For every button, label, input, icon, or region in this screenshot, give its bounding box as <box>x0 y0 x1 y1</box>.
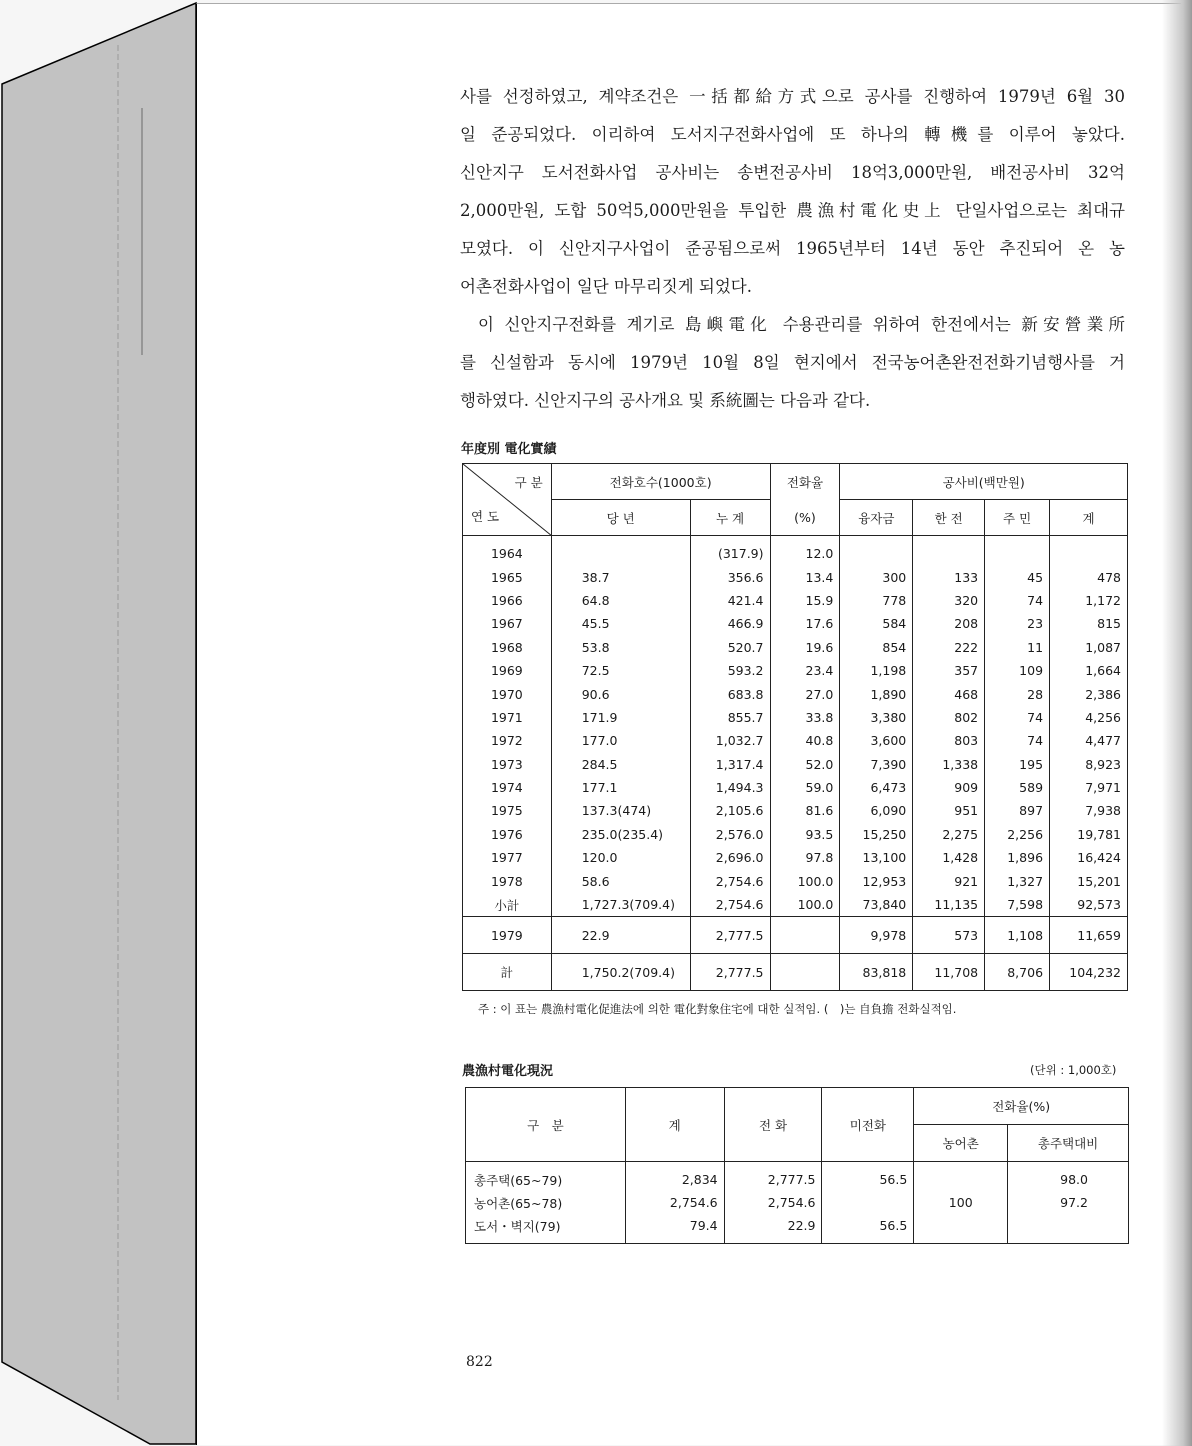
paragraph-line: 행하였다. 신안지구의 공사개요 및 系統圖는 다음과 같다. <box>460 391 871 410</box>
table-cell: 1,198 <box>840 659 913 682</box>
book-spine <box>0 0 200 1446</box>
table-cell: 22.9 <box>724 1214 822 1244</box>
table-cell: 3,600 <box>840 729 913 752</box>
table-cell: 909 <box>913 776 985 799</box>
table-cell <box>913 536 985 566</box>
table-cell <box>551 536 690 566</box>
table-cell: 100.0 <box>770 893 840 917</box>
header-not-electrified: 미전화 <box>822 1088 914 1162</box>
table-cell: 농어촌(65~78) <box>466 1191 626 1214</box>
paragraph-line: 사를 선정하였고, 계약조건은 一括都給方式으로 공사를 진행하여 1979년 6월 30 <box>460 87 1125 106</box>
table-row <box>463 565 1128 588</box>
table-cell: 15,250 <box>840 823 913 846</box>
table-cell: (317.9) <box>690 536 770 566</box>
table-cell: 921 <box>913 869 985 892</box>
table-cell: 11,708 <box>913 954 985 991</box>
table-row <box>463 589 1128 612</box>
table-cell: 1,890 <box>840 682 913 705</box>
table-cell <box>770 954 840 991</box>
table-cell: 1973 <box>463 753 552 776</box>
table-cell: 1,172 <box>1050 589 1128 612</box>
table-cell: 1967 <box>463 612 552 635</box>
table-cell: 7,598 <box>985 893 1050 917</box>
table-cell <box>985 536 1050 566</box>
table-cell: 72.5 <box>551 659 690 682</box>
paragraph-line: 이 신안지구전화를 계기로 島嶼電化 수용관리를 위하여 한전에서는 新安營業所 <box>478 315 1125 334</box>
table-cell: 8,923 <box>1050 753 1128 776</box>
table-cell: 573 <box>913 917 985 954</box>
table-cell: 284.5 <box>551 753 690 776</box>
paragraph-line: 모였다. 이 신안지구사업이 준공됨으로써 1965년부터 14년 동안 추진되어 온 농 <box>460 239 1125 258</box>
table-cell: 802 <box>913 706 985 729</box>
table-cell: 19,781 <box>1050 823 1128 846</box>
table-cell <box>914 1162 1008 1192</box>
table-cell: 2,696.0 <box>690 846 770 869</box>
table-cell: 357 <box>913 659 985 682</box>
table-cell: 195 <box>985 753 1050 776</box>
table-cell: 計 <box>463 954 552 991</box>
table-row <box>463 682 1128 705</box>
table-row <box>463 612 1128 635</box>
header-this-year: 당 년 <box>551 500 690 536</box>
table-cell: 468 <box>913 682 985 705</box>
table-cell: 803 <box>913 729 985 752</box>
table-cell: 53.8 <box>551 636 690 659</box>
table-cell: 28 <box>985 682 1050 705</box>
table-cell: 2,754.6 <box>625 1191 724 1214</box>
table-cell: 1974 <box>463 776 552 799</box>
table-cell <box>914 1214 1008 1244</box>
table-cell: 58.6 <box>551 869 690 892</box>
table-cell: 520.7 <box>690 636 770 659</box>
table-cell: 1,108 <box>985 917 1050 954</box>
table-cell: 7,390 <box>840 753 913 776</box>
page-edge-shadow <box>1162 0 1192 1446</box>
table-cell: 6,473 <box>840 776 913 799</box>
table-row <box>463 846 1128 869</box>
table-cell: 52.0 <box>770 753 840 776</box>
header-rate-unit: (%) <box>770 500 840 536</box>
table-cell: 97.8 <box>770 846 840 869</box>
header-total: 계 <box>625 1088 724 1162</box>
table-cell: 81.6 <box>770 799 840 822</box>
table-cell: 45.5 <box>551 612 690 635</box>
paragraph-line: 2,000만원, 도합 50억5,000만원을 투입한 農漁村電化史上 단일사업으로는 최대규 <box>460 201 1125 220</box>
table-cell: 1,032.7 <box>690 729 770 752</box>
table-cell: 9,978 <box>840 917 913 954</box>
table2-unit: (단위 : 1,000호) <box>1030 1063 1117 1077</box>
table-cell: 1,727.3(709.4) <box>551 893 690 917</box>
table-cell: 79.4 <box>625 1214 724 1244</box>
table-cell: 1966 <box>463 589 552 612</box>
table-cell: 2,834 <box>625 1162 724 1192</box>
table-cell <box>1008 1214 1129 1244</box>
table-cell: 1965 <box>463 565 552 588</box>
table-cell: 1976 <box>463 823 552 846</box>
header-loan: 융자금 <box>840 500 913 536</box>
table-cell: 40.8 <box>770 729 840 752</box>
table-cell: 11,659 <box>1050 917 1128 954</box>
table-cell: 총주택(65~79) <box>466 1162 626 1192</box>
table-cell: 15,201 <box>1050 869 1128 892</box>
table-cell: 100 <box>914 1191 1008 1214</box>
header-residents: 주 민 <box>985 500 1050 536</box>
table-cell: 100.0 <box>770 869 840 892</box>
table-cell: 778 <box>840 589 913 612</box>
table-row <box>463 869 1128 892</box>
table-row <box>463 659 1128 682</box>
table-cell: 23 <box>985 612 1050 635</box>
table-cell: 1,428 <box>913 846 985 869</box>
diagonal-header-cell <box>463 464 552 536</box>
table-cell <box>770 917 840 954</box>
table-cell: 4,256 <box>1050 706 1128 729</box>
table-row <box>463 536 1128 566</box>
table-row <box>463 729 1128 752</box>
table-cell: 2,256 <box>985 823 1050 846</box>
table-cell: 7,938 <box>1050 799 1128 822</box>
table-cell <box>840 536 913 566</box>
table-cell: 177.1 <box>551 776 690 799</box>
table-cell: 1972 <box>463 729 552 752</box>
table-cell: 1971 <box>463 706 552 729</box>
table-cell: 584 <box>840 612 913 635</box>
table-cell: 22.9 <box>551 917 690 954</box>
header-total: 계 <box>1050 500 1128 536</box>
table-cell: 2,754.6 <box>690 893 770 917</box>
table-cell: 64.8 <box>551 589 690 612</box>
table-cell: 92,573 <box>1050 893 1128 917</box>
table-cell: 4,477 <box>1050 729 1128 752</box>
table-cell: 109 <box>985 659 1050 682</box>
table-cell: 2,105.6 <box>690 799 770 822</box>
table-cell: 133 <box>913 565 985 588</box>
table-cell: 683.8 <box>690 682 770 705</box>
table-row <box>466 1191 1129 1214</box>
table-cell: 90.6 <box>551 682 690 705</box>
table-cell: 2,386 <box>1050 682 1128 705</box>
header-year: 연 도 <box>471 509 500 524</box>
header-households: 전화호수(1000호) <box>551 464 770 500</box>
table-cell: 466.9 <box>690 612 770 635</box>
table-cell: 45 <box>985 565 1050 588</box>
table-cell: 7,971 <box>1050 776 1128 799</box>
table-cell: 137.3(474) <box>551 799 690 822</box>
table-cell: 2,754.6 <box>724 1191 822 1214</box>
annual-electrification-table <box>462 463 1128 991</box>
table-row <box>463 954 1128 991</box>
table-cell: 74 <box>985 729 1050 752</box>
table-cell: 1979 <box>463 917 552 954</box>
paragraph-line: 일 준공되었다. 이리하여 도서지구전화사업에 또 하나의 轉機를 이루어 놓았다. <box>460 125 1125 144</box>
header-kepco: 한 전 <box>913 500 985 536</box>
table-cell: 56.5 <box>822 1162 914 1192</box>
table-cell: 83,818 <box>840 954 913 991</box>
table-cell: 6,090 <box>840 799 913 822</box>
header-rural: 농어촌 <box>914 1125 1008 1162</box>
header-rate: 전화율(%) <box>914 1088 1129 1125</box>
table-cell: 15.9 <box>770 589 840 612</box>
table-cell: 1,494.3 <box>690 776 770 799</box>
table-row <box>466 1214 1129 1244</box>
table-cell: 16,424 <box>1050 846 1128 869</box>
table-cell: 320 <box>913 589 985 612</box>
table-cell: 2,777.5 <box>690 954 770 991</box>
table-row <box>463 799 1128 822</box>
paragraph-line: 를 신설함과 동시에 1979년 10월 8일 현지에서 전국농어촌완전전화기념행사를 거 <box>460 353 1125 372</box>
table-row <box>463 636 1128 659</box>
table-cell: 12.0 <box>770 536 840 566</box>
table-cell: 98.0 <box>1008 1162 1129 1192</box>
table-row <box>463 893 1128 917</box>
table-cell: 97.2 <box>1008 1191 1129 1214</box>
table-cell: 235.0(235.4) <box>551 823 690 846</box>
table-cell: 951 <box>913 799 985 822</box>
table-row <box>463 917 1128 954</box>
table1-note: 주 : 이 표는 農漁村電化促進法에 의한 電化對象住宅에 대한 실적임. ( )는 自負擔 전화실적임. <box>478 1002 957 1016</box>
rural-electrification-status-table <box>465 1087 1129 1244</box>
table-cell: 33.8 <box>770 706 840 729</box>
table-cell: 1970 <box>463 682 552 705</box>
table-row <box>463 823 1128 846</box>
table-cell: 73,840 <box>840 893 913 917</box>
header-electrified: 전 화 <box>724 1088 822 1162</box>
table-cell: 2,576.0 <box>690 823 770 846</box>
table-cell: 589 <box>985 776 1050 799</box>
table-cell: 1977 <box>463 846 552 869</box>
header-category: 구 분 <box>514 475 543 490</box>
table-cell: 11,135 <box>913 893 985 917</box>
table-cell: 1968 <box>463 636 552 659</box>
table-cell: 19.6 <box>770 636 840 659</box>
table-cell: 104,232 <box>1050 954 1128 991</box>
table-cell: 23.4 <box>770 659 840 682</box>
table-row <box>463 753 1128 776</box>
paragraph-line: 어촌전화사업이 일단 마무리짓게 되었다. <box>460 277 752 296</box>
header-cumulative: 누 계 <box>690 500 770 536</box>
table-cell: 74 <box>985 706 1050 729</box>
page-number: 822 <box>466 1354 493 1370</box>
header-cost: 공사비(백만원) <box>840 464 1128 500</box>
table-cell: 356.6 <box>690 565 770 588</box>
table-cell: 1,664 <box>1050 659 1128 682</box>
table-cell: 177.0 <box>551 729 690 752</box>
table-cell: 1,896 <box>985 846 1050 869</box>
table-cell: 小計 <box>463 893 552 917</box>
table-cell: 1,087 <box>1050 636 1128 659</box>
table-cell: 1978 <box>463 869 552 892</box>
paragraph-line: 신안지구 도서전화사업 공사비는 송변전공사비 18억3,000만원, 배전공사비 32억 <box>460 163 1125 182</box>
table1-title: 年度別 電化實績 <box>461 442 557 457</box>
table-cell: 1,750.2(709.4) <box>551 954 690 991</box>
table-cell: 300 <box>840 565 913 588</box>
table-cell: 도서・벽지(79) <box>466 1214 626 1244</box>
table-cell: 1975 <box>463 799 552 822</box>
table-cell: 3,380 <box>840 706 913 729</box>
table-cell: 1,327 <box>985 869 1050 892</box>
table-cell: 120.0 <box>551 846 690 869</box>
table2-title: 農漁村電化現況 <box>462 1064 554 1079</box>
table-cell <box>822 1191 914 1214</box>
table-cell: 478 <box>1050 565 1128 588</box>
table-cell: 208 <box>913 612 985 635</box>
table-cell: 59.0 <box>770 776 840 799</box>
table-row <box>463 776 1128 799</box>
table-cell: 1,317.4 <box>690 753 770 776</box>
table-cell: 93.5 <box>770 823 840 846</box>
table-cell: 11 <box>985 636 1050 659</box>
table-cell: 74 <box>985 589 1050 612</box>
table-cell: 8,706 <box>985 954 1050 991</box>
table-cell: 815 <box>1050 612 1128 635</box>
table-cell: 1969 <box>463 659 552 682</box>
table-cell: 13.4 <box>770 565 840 588</box>
header-category: 구 분 <box>466 1088 626 1162</box>
table-cell: 1,338 <box>913 753 985 776</box>
header-vs-total: 총주택대비 <box>1008 1125 1129 1162</box>
table-cell: 593.2 <box>690 659 770 682</box>
table-cell: 2,777.5 <box>724 1162 822 1192</box>
table-cell: 27.0 <box>770 682 840 705</box>
table-cell: 13,100 <box>840 846 913 869</box>
table-row <box>466 1162 1129 1192</box>
table-cell: 1964 <box>463 536 552 566</box>
table-cell: 421.4 <box>690 589 770 612</box>
header-rate: 전화율 <box>770 464 840 500</box>
table-cell: 2,275 <box>913 823 985 846</box>
table-cell: 854 <box>840 636 913 659</box>
table-cell: 897 <box>985 799 1050 822</box>
table-cell: 171.9 <box>551 706 690 729</box>
body-paragraph <box>460 84 1125 426</box>
table-cell <box>1050 536 1128 566</box>
table-cell: 855.7 <box>690 706 770 729</box>
table-cell: 38.7 <box>551 565 690 588</box>
table-cell: 2,754.6 <box>690 869 770 892</box>
table-row <box>463 706 1128 729</box>
table-cell: 56.5 <box>822 1214 914 1244</box>
table-cell: 12,953 <box>840 869 913 892</box>
table-cell: 17.6 <box>770 612 840 635</box>
table-cell: 2,777.5 <box>690 917 770 954</box>
table-cell: 222 <box>913 636 985 659</box>
